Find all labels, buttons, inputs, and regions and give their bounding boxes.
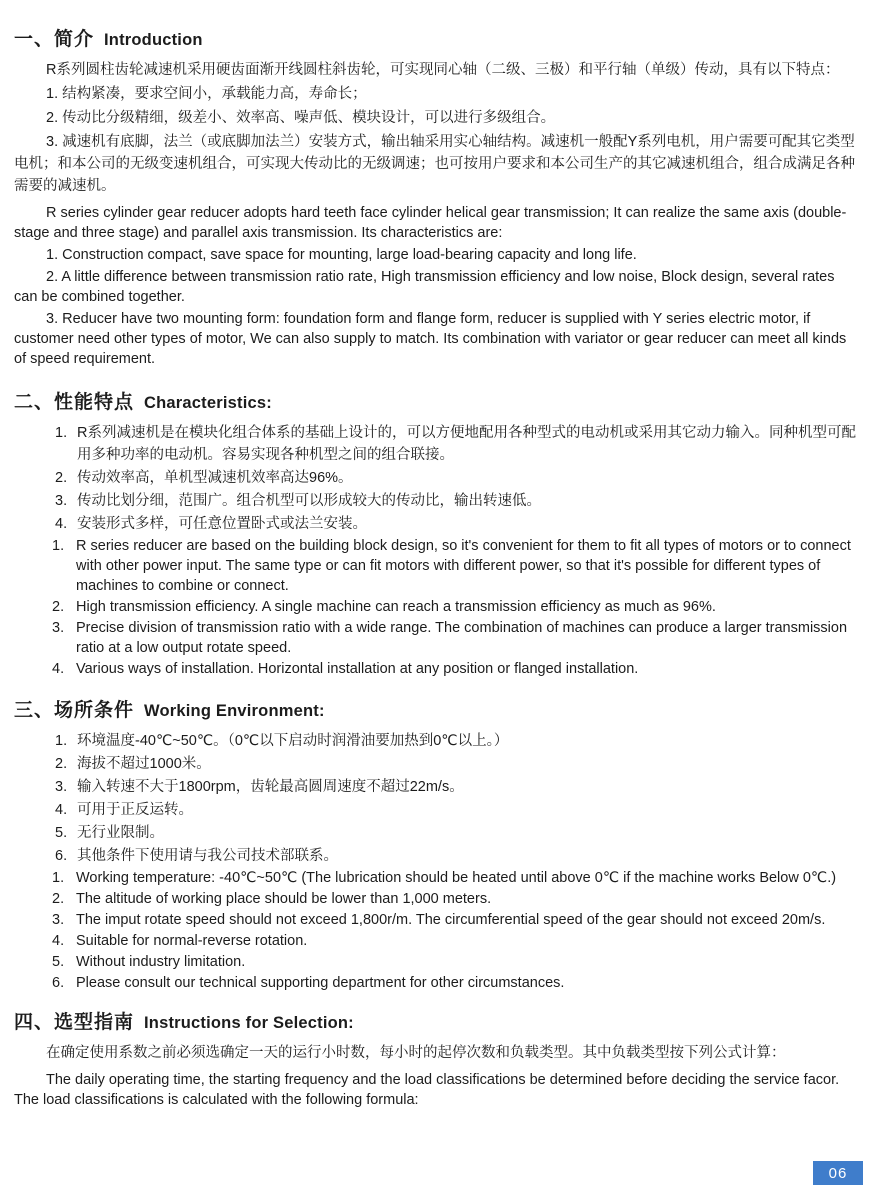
page-number-badge <box>813 1161 863 1185</box>
list-item <box>55 845 859 867</box>
list-item-text: The imput rotate speed should not exceed 1,800r/m. The circumferential speed of the gear should not exceed 20m/s. <box>76 912 826 928</box>
intro-paragraph-cn: R系列圆柱齿轮减速机采用硬齿面渐开线圆柱斜齿轮，可实现同心轴（二级、三极）和平行轴（单级）传动，具有以下特点： <box>46 62 840 78</box>
list-item-text: 海拔不超过1000米。 <box>77 756 211 772</box>
intro-paragraph-en: R series cylinder gear reducer adopts hard teeth face cylinder helical gear transmission; It can realize the same axis (double-stage and three stage) and parallel axis transmission. Its characteristics are: <box>14 205 847 241</box>
section-title-cn: 二、性能特点 <box>14 392 135 413</box>
list-item-number: 4. <box>52 661 65 677</box>
list-item-number: 1. <box>55 425 68 441</box>
section-heading-working-environment <box>14 695 859 722</box>
list-item-number: 1. <box>55 733 68 749</box>
list-item-text: The altitude of working place should be lower than 1,000 meters. <box>76 891 492 907</box>
list-item-number: 3. <box>52 620 65 636</box>
section-title-en: Instructions for Selection: <box>144 1014 354 1032</box>
list-item <box>52 597 859 617</box>
list-item-number: 1. <box>52 538 65 554</box>
selection-paragraph-cn: 在确定使用系数之前必须选确定一天的运行小时数，每小时的起停次数和负载类型。其中负载类型按下列公式计算： <box>46 1045 786 1061</box>
list-item <box>52 931 859 951</box>
list-item-number: 5. <box>55 825 68 841</box>
list-item-text: Suitable for normal-reverse rotation. <box>76 933 308 949</box>
section-title-cn: 四、选型指南 <box>14 1012 135 1033</box>
list-item <box>52 659 859 679</box>
intro-en-item-2: 2. A little difference between transmission ratio rate, High transmission efficiency and low noise, Block design, several rates can be combined together. <box>14 269 835 305</box>
list-item <box>52 889 859 909</box>
characteristics-list-en <box>14 536 859 679</box>
list-item-number: 5. <box>52 954 65 970</box>
list-item-number: 6. <box>55 848 68 864</box>
list-item-number: 2. <box>52 599 65 615</box>
section-selection <box>14 1007 859 1110</box>
list-item <box>52 536 859 596</box>
intro-cn-item-2: 2. 传动比分级精细，级差小、效率高、噪声低、模块设计，可以进行多级组合。 <box>46 110 556 126</box>
list-item <box>55 822 859 844</box>
list-item <box>55 753 859 775</box>
list-item-text: 可用于正反运转。 <box>77 802 193 818</box>
intro-cn-item-3: 3. 减速机有底脚，法兰（或底脚加法兰）安装方式，输出轴采用实心轴结构。减速机一般配Y系列电机，用户需要可配其它类型电机；和本公司的无级变速机组合，可实现大传动比的无级调速；也可按用户要求和本公司生产的其它减速机组合，组合成满足各种需要的减速机。 <box>14 134 855 194</box>
section-heading-introduction <box>14 24 859 51</box>
characteristics-list-cn <box>14 422 859 535</box>
section-title-en: Introduction <box>104 31 203 49</box>
list-item-text: High transmission efficiency. A single machine can reach a transmission efficiency as much as 96%. <box>76 599 716 615</box>
list-item-text: R series reducer are based on the building block design, so it's convenient for them to fit all types of motors or to connect with other power input. The same type or can fit motors with different power, so that it's possible for different types of machines to combine or connect. <box>76 538 851 594</box>
environment-list-cn <box>14 730 859 867</box>
section-title-en: Working Environment: <box>144 702 325 720</box>
list-item-number: 2. <box>55 756 68 772</box>
section-introduction <box>14 24 859 369</box>
environment-list-en <box>14 868 859 993</box>
intro-cn-item-1: 1. 结构紧凑，要求空间小，承载能力高，寿命长； <box>46 86 367 102</box>
section-title-cn: 三、场所条件 <box>14 700 135 721</box>
page-number: 06 <box>828 1164 848 1182</box>
section-working-environment <box>14 695 859 993</box>
list-item-text: 其他条件下使用请与我公司技术部联系。 <box>77 848 338 864</box>
list-item-text: 环境温度-40℃~50℃。（0℃以下启动时润滑油要加热到0℃以上。） <box>77 733 509 749</box>
list-item-text: 无行业限制。 <box>77 825 164 841</box>
list-item-number: 2. <box>55 470 68 486</box>
section-characteristics <box>14 387 859 679</box>
list-item-number: 3. <box>55 779 68 795</box>
list-item-number: 3. <box>55 493 68 509</box>
list-item-text: Working temperature: -40℃~50℃ (The lubrication should be heated until above 0℃ if the machine works Below 0℃.) <box>76 870 837 886</box>
list-item <box>52 910 859 930</box>
list-item <box>52 618 859 658</box>
list-item-text: Various ways of installation. Horizontal installation at any position or flanged installation. <box>76 661 639 677</box>
list-item-number: 4. <box>55 516 68 532</box>
section-heading-selection <box>14 1007 859 1034</box>
list-item-text: 传动效率高，单机型减速机效率高达96%。 <box>77 470 353 486</box>
selection-paragraph-en: The daily operating time, the starting frequency and the load classifications be determined before deciding the service facor. The load classifications is calculated with the following formula: <box>14 1072 840 1108</box>
list-item <box>52 973 859 993</box>
list-item <box>55 776 859 798</box>
section-title-en: Characteristics: <box>144 394 272 412</box>
list-item-number: 3. <box>52 912 65 928</box>
list-item <box>52 952 859 972</box>
section-heading-characteristics <box>14 387 859 414</box>
list-item-number: 1. <box>52 870 65 886</box>
list-item-text: Without industry limitation. <box>76 954 246 970</box>
list-item-number: 6. <box>52 975 65 991</box>
intro-en-item-3: 3. Reducer have two mounting form: foundation form and flange form, reducer is supplied with Y series electric motor, if customer need other types of motor, We can also supply to match. Its combination with variator or gear reducer can meet all kinds of speed requirement. <box>14 311 847 367</box>
list-item <box>55 730 859 752</box>
list-item-text: 传动比划分细，范围广。组合机型可以形成较大的传动比，输出转速低。 <box>77 493 541 509</box>
list-item-text: Precise division of transmission ratio with a wide range. The combination of machines can produce a larger transmission ratio at a low output rotate speed. <box>76 620 848 656</box>
list-item <box>55 513 859 535</box>
list-item-number: 4. <box>52 933 65 949</box>
list-item-text: R系列减速机是在模块化组合体系的基础上设计的，可以方便地配用各种型式的电动机或采用其它动力输入。同种机型可配用多种功率的电动机。容易实现各种机型之间的组合联接。 <box>77 425 856 463</box>
list-item <box>55 467 859 489</box>
intro-en-item-1: 1. Construction compact, save space for mounting, large load-bearing capacity and long life. <box>46 247 637 263</box>
list-item-number: 4. <box>55 802 68 818</box>
list-item <box>55 490 859 512</box>
list-item-number: 2. <box>52 891 65 907</box>
list-item <box>55 799 859 821</box>
list-item-text: 安装形式多样，可任意位置卧式或法兰安装。 <box>77 516 367 532</box>
list-item-text: 输入转速不大于1800rpm，齿轮最高圆周速度不超过22m/s。 <box>77 779 464 795</box>
list-item <box>55 422 859 466</box>
list-item <box>52 868 859 888</box>
section-title-cn: 一、简介 <box>14 29 95 50</box>
list-item-text: Please consult our technical supporting department for other circumstances. <box>76 975 565 991</box>
